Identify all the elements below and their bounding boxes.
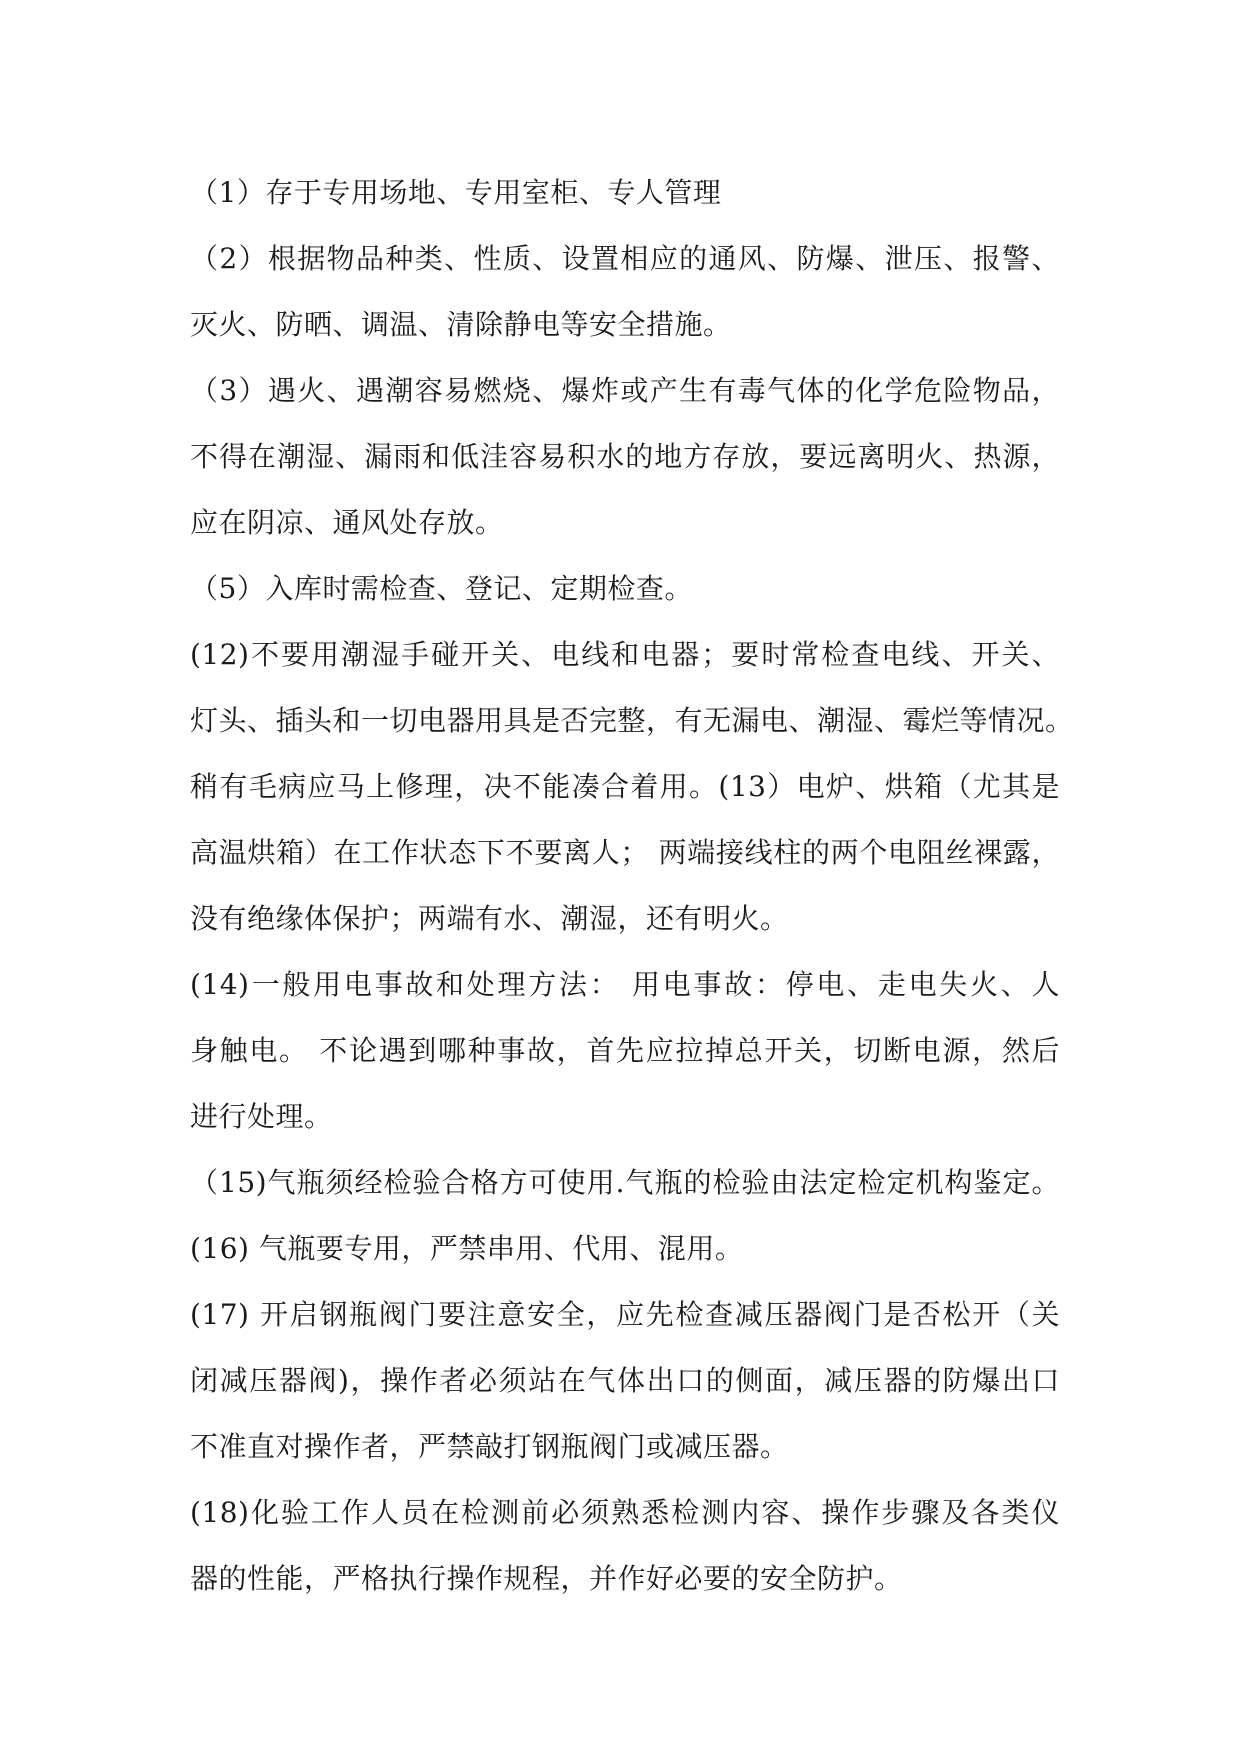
text-line: 身触电。 不论遇到哪种事故，首先应拉掉总开关，切断电源，然后 xyxy=(190,1034,1060,1067)
text-line: (17) 开启钢瓶阀门要注意安全，应先检查减压器阀门是否松开（关 xyxy=(190,1298,1060,1331)
text-line: 灭火、防晒、调温、清除静电等安全措施。 xyxy=(190,308,732,341)
text-line: 高温烘箱）在工作状态下不要离人； 两端接线柱的两个电阻丝裸露， xyxy=(190,836,1060,869)
text-line: 没有绝缘体保护；两端有水、潮湿，还有明火。 xyxy=(190,902,789,935)
text-line: (12)不要用潮湿手碰开关、电线和电器；要时常检查电线、开关、 xyxy=(190,638,1060,671)
document-body xyxy=(190,160,1074,1612)
text-line: 稍有毛病应马上修理，决不能凑合着用。(13）电炉、烘箱（尤其是 xyxy=(190,770,1060,803)
text-line: 灯头、插头和一切电器用具是否完整，有无漏电、潮湿、霉烂等情况。 xyxy=(190,704,1074,737)
text-line: （2）根据物品种类、性质、设置相应的通风、防爆、泄压、报警、 xyxy=(190,242,1060,275)
text-line: (16) 气瓶要专用，严禁串用、代用、混用。 xyxy=(190,1232,744,1265)
text-line: 不得在潮湿、漏雨和低洼容易积水的地方存放，要远离明火、热源， xyxy=(190,440,1060,473)
text-line: 器的性能，严格执行操作规程，并作好必要的安全防护。 xyxy=(190,1562,903,1595)
text-line: 闭减压器阀)，操作者必须站在气体出口的侧面，减压器的防爆出口 xyxy=(190,1364,1060,1397)
text-line: (14)一般用电事故和处理方法： 用电事故：停电、走电失火、人 xyxy=(190,968,1060,1001)
text-line: (18)化验工作人员在检测前必须熟悉检测内容、操作步骤及各类仪 xyxy=(190,1496,1060,1529)
text-line: 进行处理。 xyxy=(190,1100,333,1133)
text-line: （15)气瓶须经检验合格方可使用.气瓶的检验由法定检定机构鉴定。 xyxy=(190,1166,1060,1199)
text-line: （3）遇火、遇潮容易燃烧、爆炸或产生有毒气体的化学危险物品， xyxy=(190,374,1060,407)
text-line: 应在阴凉、通风处存放。 xyxy=(190,506,504,539)
text-line: （1）存于专用场地、专用室柜、专人管理 xyxy=(190,176,722,209)
text-line: （5）入库时需检查、登记、定期检查。 xyxy=(190,572,693,605)
text-line: 不准直对操作者，严禁敲打钢瓶阀门或减压器。 xyxy=(190,1430,789,1463)
